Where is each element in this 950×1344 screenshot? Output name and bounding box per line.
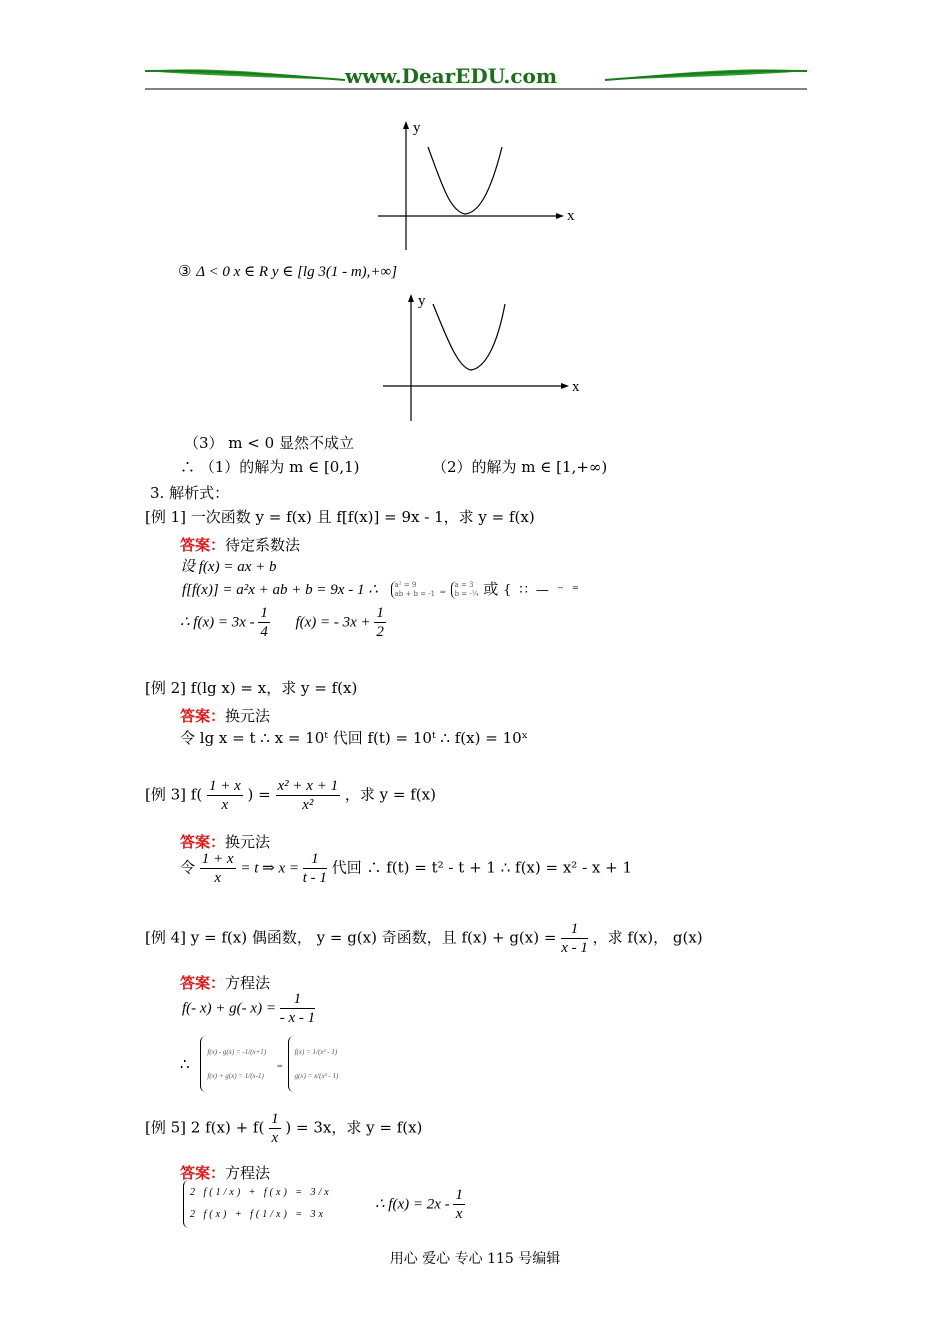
graph2-y-label: y (418, 293, 426, 309)
ex1-sys-a-eq2: ab + b = -1 (394, 590, 436, 598)
ex4-l1-frac: $\frac{1}{- x - 1}$ (279, 991, 316, 1026)
ex3-frac-b: $\frac{\text{x² + x + 1}}{\text{x²}}$ (277, 778, 339, 813)
ex1-frac-half: $\frac{1}{2}$ (376, 605, 384, 640)
method-name: 待定系数法 (225, 536, 301, 554)
example-1-line-1: 设 f(x) = ax + b (180, 559, 277, 575)
ex1-sys-b-eq2: b = -¼ (454, 590, 479, 598)
example-3-question: [例 3] f( $\frac{1 + x}{x}$ ) = $\frac{\text{x² + x + 1}}{\text{x²}}$ ，求 y = f(x) (145, 778, 436, 813)
answer-label: 答案： (180, 833, 226, 851)
ex5-system: 2 f(1/x) + f(x) = 3/x 2 f(x) + f(1/x) = 3x (183, 1180, 338, 1228)
ex4-q-frac: $\frac{1}{x - 1}$ (561, 921, 588, 956)
ex1-sys-b-eq1: a = 3 (454, 581, 474, 589)
parabola-graph-2 (375, 288, 595, 428)
ex3-sub-frac2: $\frac{1}{t - 1}$ (302, 851, 327, 886)
site-logo-text: www.DearEDU.com (345, 64, 558, 88)
example-5-question: [例 5] 2 f(x) + f( $\frac{1}{x}$ ) = 3x，求 y = f(x) (145, 1111, 423, 1146)
case-m-negative: （3） m < 0 显然不成立 (184, 434, 354, 452)
parabola-graph-1 (370, 115, 590, 255)
page-footer: 用心 爱心 专心 115 号编辑 (389, 1251, 561, 1267)
graph2-x-label: x (572, 379, 580, 395)
example-4-question: [例 4] y = f(x) 偶函数， y = g(x) 奇函数，且 f(x) + g(x) = $\frac{1}{x - 1}$ ，求 f(x)， g(x) (145, 921, 703, 956)
ex1-frac-quarter: $\frac{1}{4}$ (260, 605, 268, 640)
ex1-system-c-glyphs: { ∷ — ⁻ ⁼ (503, 583, 581, 598)
conclusion-2: （2）的解为 m ∈ [1,+∞) (432, 458, 608, 476)
ex1-result-1: ∴ f(x) = 3x - (180, 614, 259, 631)
ex4-system-left: f(x) - g(x) = -1/(x+1) f(x) + g(x) = 1/(x-1) (200, 1036, 272, 1092)
example-1-answer (180, 534, 300, 555)
example-5-system (183, 1180, 338, 1228)
example-2-line-1: 令 lg x = t ∴ x = 10ᵗ 代回 f(t) = 10ᵗ ∴ f(x) = 10ˣ (180, 729, 529, 747)
example-1-question: [例 1] 一次函数 y = f(x) 且 f[f(x)] = 9x - 1，求 y = f(x) (145, 508, 535, 526)
method-name: 方程法 (225, 1164, 271, 1182)
ex4-system-right: f(x) = 1/(x² - 1) g(x) = x/(x² - 1) (288, 1036, 345, 1092)
example-4-line-1: f(- x) + g(- x) = $\frac{1}{- x - 1}$ (182, 991, 316, 1026)
example-1-line-2: f[f(x)] = a²x + ab + b = 9x - 1 ∴ a² = 9 ab + b = -1 ⇒ a = 3 b = -¼ 或 { ∷ — ⁻ ⁼ (182, 580, 581, 598)
ex5-q-frac: $\frac{1}{x}$ (271, 1111, 279, 1146)
ex1-sys-a-eq1: a² = 9 (394, 581, 417, 589)
method-name: 换元法 (225, 833, 271, 851)
example-2-answer (180, 705, 270, 726)
answer-label: 答案： (180, 536, 226, 554)
graph1-x-label: x (567, 208, 575, 224)
method-name: 方程法 (225, 974, 271, 992)
answer-label: 答案： (180, 1164, 226, 1182)
graph1-y-label: y (413, 120, 421, 136)
example-5-result: ∴ f(x) = 2x - $\frac{1}{x}$ (375, 1187, 463, 1222)
ex1-system-a (391, 581, 436, 599)
ex3-sub-frac: $\frac{1 + x}{x}$ (201, 851, 234, 886)
example-3-substitution: 令 $\frac{1 + x}{x}$ = t ⇒ x = $\frac{1}{t - 1}$ 代回 ∴ f(t) = t² - t + 1 ∴ f(x) = x² - x + 1 (180, 851, 633, 886)
example-3-answer (180, 831, 270, 852)
ex1-expansion: f[f(x)] = a²x + ab + b = 9x - 1 ∴ (182, 582, 378, 598)
ex5-r-frac: $\frac{1}{x}$ (455, 1187, 463, 1222)
case-3-condition (178, 262, 397, 281)
example-4-system: ∴ f(x) - g(x) = -1/(x+1) f(x) + g(x) = 1/(x-1) ⇒ f(x) = 1/(x² - 1) g(x) = x/(x² - 1) (180, 1036, 344, 1092)
case-3-text: Δ < 0 x ∈ R y ∈ [lg 3(1 - m),+∞] (196, 264, 398, 280)
conclusion-1: ∴ （1）的解为 m ∈ [0,1) (180, 458, 360, 476)
circled-3: ③ (178, 262, 192, 280)
ex1-system-b (451, 581, 479, 599)
ex1-result-2: f(x) = - 3x + (295, 614, 375, 631)
method-name: 换元法 (225, 707, 271, 725)
answer-label: 答案： (180, 974, 226, 992)
example-1-result (180, 604, 386, 641)
section-3-title: 3. 解析式： (150, 484, 230, 502)
ex1-or: 或 (483, 580, 499, 598)
answer-label: 答案： (180, 707, 226, 725)
page-header (145, 62, 807, 92)
example-2-question: [例 2] f(lg x) = x，求 y = f(x) (145, 679, 358, 697)
ex3-frac-a: $\frac{1 + x}{x}$ (208, 778, 241, 813)
